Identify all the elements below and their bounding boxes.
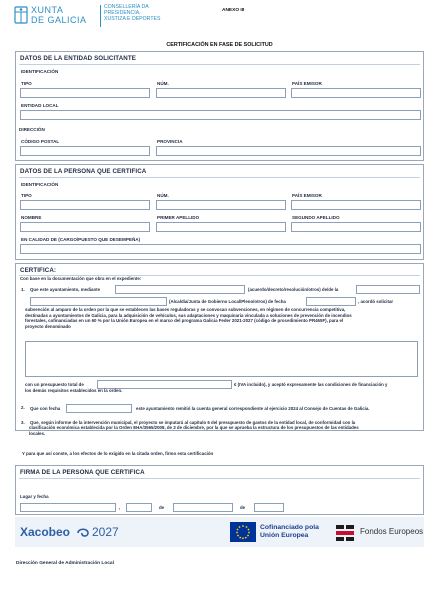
brand-line2: DE GALICIA	[31, 15, 87, 25]
tipo-label: TIPO	[21, 81, 32, 86]
item1-line1: subvención al amparo de la orden por la que se establecen las bases reguladoras y se convocan subvenciones, en régimen de concurrencia competitiva,	[25, 307, 346, 312]
organo-full-field[interactable]	[30, 297, 167, 306]
segundo-apellido-field[interactable]	[291, 222, 421, 232]
tipo-field[interactable]	[20, 88, 150, 98]
section-signature	[15, 465, 424, 515]
provincia-field[interactable]	[156, 146, 421, 156]
item1-line3: forestales, cofinanciadas en un 60 % por la Unión Europea en el marco del programa Galicia Feder 2021-2027 (código de procedimiento PR465F), para el	[25, 318, 344, 324]
item1-text-d: , acordó solicitar	[358, 299, 394, 304]
fondos-europeos-logo	[334, 522, 424, 544]
primer-apellido-field[interactable]	[156, 222, 286, 232]
segundo-apellido-label: SEGUNDO APELLIDO	[292, 215, 340, 220]
lugar-fecha-label: Lugar y fecha	[20, 494, 49, 499]
direccion-label: DIRECCIÓN	[19, 127, 45, 132]
signature-rule	[19, 478, 420, 479]
person-tipo-label: TIPO	[21, 193, 32, 198]
entidad-local-field[interactable]	[20, 110, 421, 120]
item2-text-a: Que con fecha	[30, 406, 61, 411]
item1-paragraph	[25, 307, 423, 329]
item3-line1: Que, según informe de la intervención municipal, el proyecto se imputará al capítulo 6 del presupuesto de gastos de la entidad local, de conformidad con la	[30, 420, 356, 425]
organo-field[interactable]	[356, 285, 420, 294]
item1-line2: destinadas a ayuntamientos de Galicia, para la adquisición de vehículos, sus adaptaciones y maquinaria vinculada a soluciones de prevención de incendios	[25, 312, 352, 318]
fecha-acuerdo-field[interactable]	[306, 297, 356, 306]
xacobeo-year: 2027	[92, 525, 119, 539]
signature-title: FIRMA DE LA PERSONA QUE CERTIFICA	[20, 469, 145, 476]
pais-emisor-field[interactable]	[291, 88, 421, 98]
person-pais-emisor-field[interactable]	[291, 200, 421, 210]
budget-text-b: € (IVA incluido), y aceptó expresamente las condiciones de financiación y	[234, 382, 388, 387]
person-num-field[interactable]	[156, 200, 286, 210]
item1-line4: proyecto denominado	[25, 323, 71, 329]
nombre-label: NOMBRE	[21, 215, 42, 220]
codigo-postal-label: CÓDIGO POSTAL	[21, 139, 60, 144]
nombre-field[interactable]	[20, 222, 150, 232]
annex-label: ANEXO III	[222, 8, 245, 13]
xunta-logo	[14, 4, 109, 28]
certifica-title: CERTIFICA:	[20, 267, 57, 274]
fondos-europeos-text: Fondos Europeos	[360, 527, 424, 536]
xacobeo-wordmark: Xacobeo	[20, 525, 71, 539]
department-name	[104, 4, 160, 22]
direccion-general-text: Dirección General de Administración Local	[16, 561, 114, 566]
fecha-cuenta-field[interactable]	[66, 404, 132, 413]
cargo-field[interactable]	[20, 244, 421, 254]
item3-number: 3.	[21, 420, 25, 425]
eu-cofinanced-logo	[230, 521, 330, 545]
identification-label: IDENTIFICACIÓN	[21, 69, 59, 74]
xacobeo-logo	[20, 524, 130, 542]
codigo-postal-field[interactable]	[20, 146, 150, 156]
person-pais-emisor-label: PAÍS EMISOR	[292, 193, 322, 198]
section-entity-title: DATOS DE LA ENTIDAD SOLICITANTE	[20, 55, 136, 62]
num-label: NÚM.	[157, 81, 169, 86]
item1-text-b: (acuerdo/decreto/resolución/otros) de/de la	[248, 287, 339, 292]
dept-line2: PRESIDENCIA,	[104, 10, 141, 16]
primer-apellido-label: PRIMER APELLIDO	[157, 215, 200, 220]
cargo-label: EN CALIDAD DE (CARGO/PUESTO QUE DESEMPEÑA)	[21, 237, 141, 242]
document-title: CERTIFICACIÓN EN FASE DE SOLICITUD	[166, 42, 273, 48]
comma-separator: ,	[119, 505, 121, 510]
dept-line3: XUSTIZA E DEPORTES	[104, 16, 161, 22]
xunta-emblem-icon	[14, 6, 28, 24]
section-entity-rule	[19, 64, 420, 65]
item1-number: 1.	[21, 287, 25, 292]
section-person	[15, 164, 424, 260]
mes-field[interactable]	[173, 503, 233, 512]
item1-text-a: Que este ayuntamiento, mediante	[30, 287, 101, 292]
fondos-europeos-icon	[334, 523, 356, 543]
num-field[interactable]	[156, 88, 286, 98]
eu-cofinanced-text	[260, 524, 319, 540]
eu-flag-icon	[230, 522, 256, 542]
dia-field[interactable]	[126, 503, 152, 512]
cofin-line1: Cofinanciado pola	[260, 524, 319, 531]
certifica-intro: Con base en la documentación que obra en el expediente:	[20, 276, 142, 281]
xacobeo-swirl-icon	[76, 527, 90, 539]
person-num-label: NÚM.	[157, 193, 169, 198]
budget-text-a: con un presupuesto total de	[25, 382, 84, 387]
item3-continuation	[29, 425, 422, 436]
entidad-local-label: ENTIDAD LOCAL	[21, 103, 59, 108]
cofin-line2: Unión Europea	[260, 532, 309, 539]
proyecto-textarea[interactable]	[25, 341, 418, 377]
section-person-title: DATOS DE LA PERSONA QUE CERTIFICA	[20, 168, 147, 175]
acuerdo-field[interactable]	[115, 285, 245, 294]
section-certifica	[15, 263, 424, 431]
header-divider	[100, 5, 101, 27]
item3-line2: clasificación económica establecida por la Orden EHA/3565/2008, de 3 de diciembre, por la que se aprueba la estructura de los presupuestos de las entidades	[29, 425, 359, 430]
item2-text-b: este ayuntamiento remitió la cuenta general correspondiente al ejercicio 2024 al Consejo de Cuentas de Galicia.	[136, 406, 370, 411]
lugar-field[interactable]	[20, 503, 116, 512]
item2-number: 2.	[21, 405, 25, 410]
closing-statement: Y para que así conste, a los efectos de lo exigido en la citada orden, firmo esta certificación	[22, 451, 214, 456]
de-label-1: de	[159, 505, 165, 510]
ano-field[interactable]	[254, 503, 284, 512]
budget-text-c: los demás requisitos establecidos en la orden.	[25, 388, 123, 393]
dept-line1: CONSELLERÍA DA	[104, 4, 149, 10]
de-label-2: de	[240, 505, 246, 510]
item3-line3: locales.	[29, 430, 46, 436]
section-entity	[15, 51, 424, 161]
person-identification-label: IDENTIFICACIÓN	[21, 182, 59, 187]
pais-emisor-label: PAÍS EMISOR	[292, 81, 322, 86]
provincia-label: PROVINCIA	[157, 139, 183, 144]
section-person-rule	[19, 177, 420, 178]
person-tipo-field[interactable]	[20, 200, 150, 210]
item1-text-c: (Alcaldía/Junta de Gobierno Local/Pleno/otros) de fecha	[169, 299, 286, 304]
brand-line1: XUNTA	[31, 5, 64, 15]
